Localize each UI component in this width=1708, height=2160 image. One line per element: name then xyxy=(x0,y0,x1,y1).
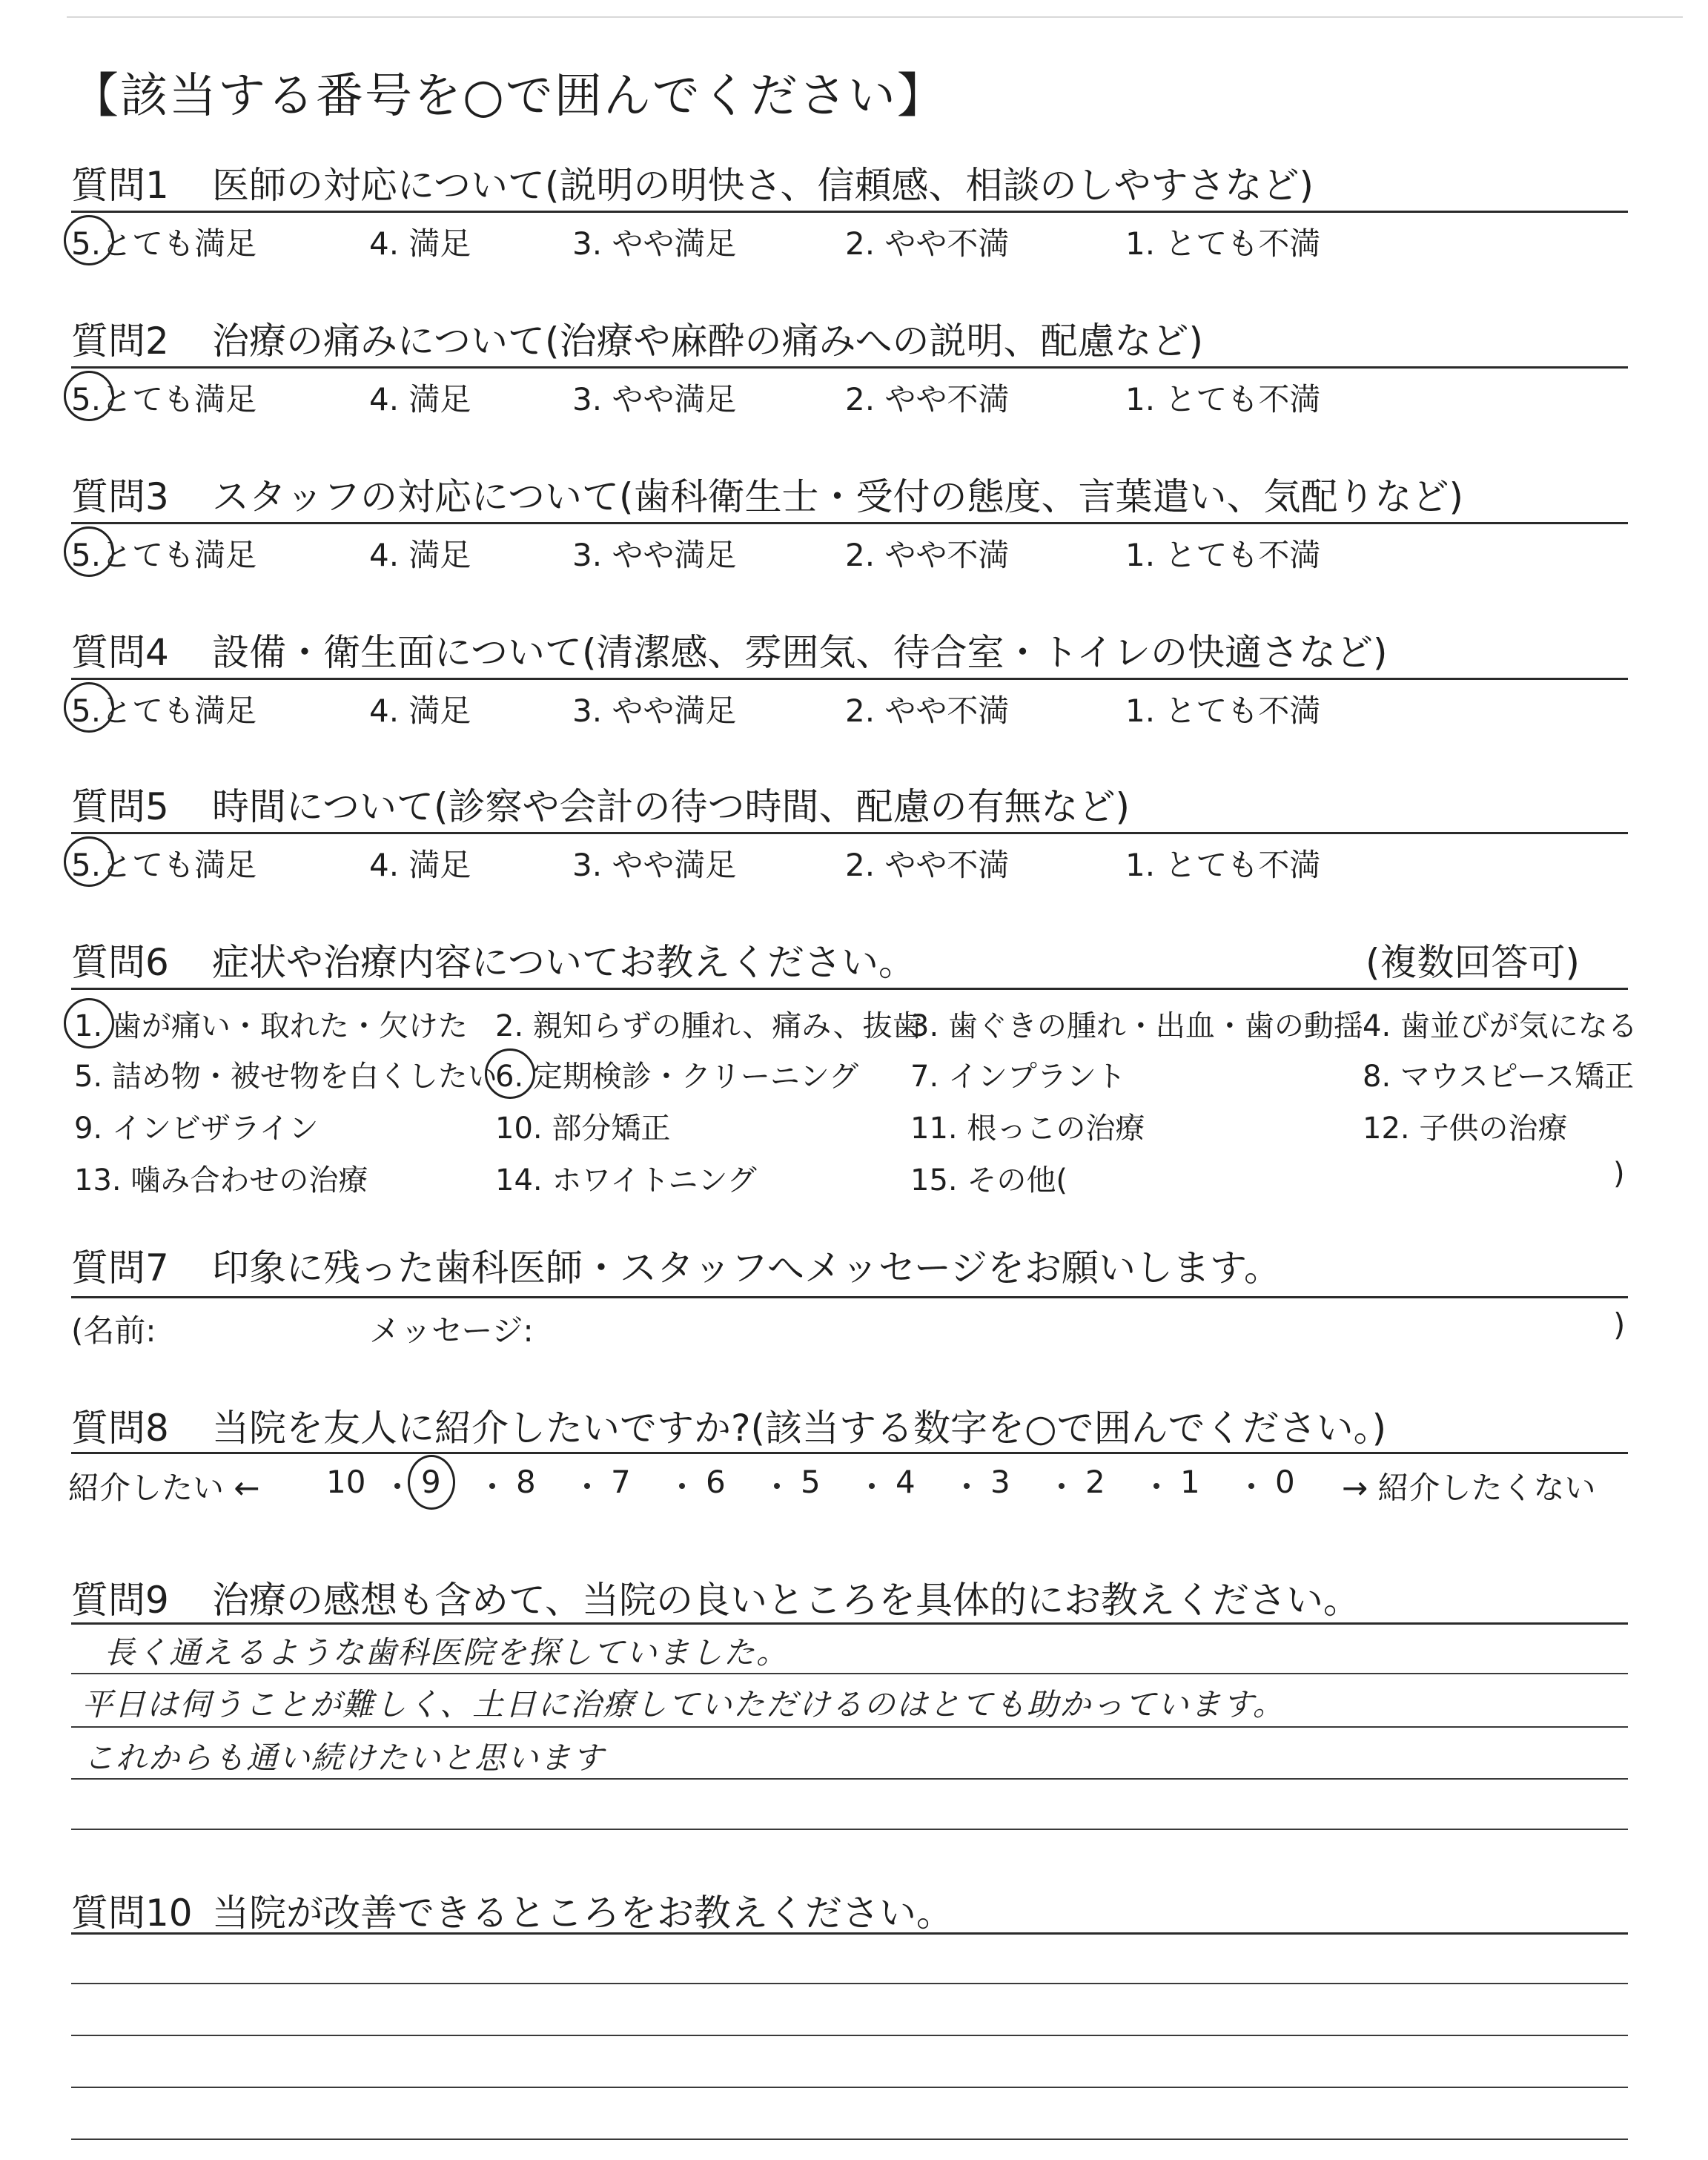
q8-scale-1[interactable]: 1 xyxy=(1180,1464,1200,1500)
q8-scale-9[interactable]: 9 xyxy=(421,1464,441,1500)
scale-separator-dot xyxy=(394,1483,400,1489)
scale-separator-dot xyxy=(489,1483,495,1489)
selected-circle-mark xyxy=(64,371,114,421)
q2-option-5[interactable]: 5.とても満足 xyxy=(71,381,257,417)
q9-answer-line xyxy=(71,1829,1628,1830)
q8-text: 当院を友人に紹介したいですか?(該当する数字を○で囲んでください。) xyxy=(212,1407,1387,1450)
q6-option-5[interactable]: 5. 詰め物・被せ物を白くしたい xyxy=(74,1060,497,1094)
q6-option-7[interactable]: 7. インプラント xyxy=(910,1060,1126,1094)
q9-rule xyxy=(71,1622,1628,1625)
q4-text: 設備・衛生面について(清潔感、雰囲気、待合室・トイレの快適さなど) xyxy=(212,631,1388,674)
q6-option-10[interactable]: 10. 部分矯正 xyxy=(495,1112,671,1146)
q1-option-2[interactable]: 2. やや不満 xyxy=(845,225,1010,262)
q9-answer-2: 平日は伺うことが難しく、土日に治療していただけるのはとても助かっています。 xyxy=(82,1686,1285,1723)
q3-option-4[interactable]: 4. 満足 xyxy=(369,537,471,573)
q8-scale-7[interactable]: 7 xyxy=(611,1464,631,1500)
scale-separator-dot xyxy=(1153,1483,1159,1489)
q4-option-3[interactable]: 3. やや満足 xyxy=(572,693,737,729)
q6-note: (複数回答可) xyxy=(1366,941,1580,984)
q1-text: 医師の対応について(説明の明快さ、信頼感、相談のしやすさなど) xyxy=(212,164,1314,207)
q1-label: 質問1 xyxy=(71,164,169,207)
q10-label: 質問10 xyxy=(71,1892,193,1935)
q9-text: 治療の感想も含めて、当院の良いところを具体的にお教えください。 xyxy=(212,1579,1360,1622)
q8-scale-3[interactable]: 3 xyxy=(990,1464,1010,1500)
q9-answer-1: 長く通えるような歯科医院を探していました。 xyxy=(104,1634,790,1671)
q3-label: 質問3 xyxy=(71,475,169,518)
q4-option-5[interactable]: 5.とても満足 xyxy=(71,693,257,729)
q8-scale-2[interactable]: 2 xyxy=(1085,1464,1105,1500)
selected-circle-mark xyxy=(64,526,114,577)
q8-scale-0[interactable]: 0 xyxy=(1275,1464,1295,1500)
q5-option-2[interactable]: 2. やや不満 xyxy=(845,847,1010,883)
q9-answer-line xyxy=(71,1778,1628,1780)
q3-heading xyxy=(71,467,1463,521)
scale-separator-dot xyxy=(584,1483,590,1489)
q2-label: 質問2 xyxy=(71,320,169,363)
q1-heading xyxy=(71,156,1314,209)
q8-heading xyxy=(71,1398,1386,1452)
q10-answer-line xyxy=(71,2138,1628,2140)
q1-option-4[interactable]: 4. 満足 xyxy=(369,225,471,262)
q7-rule xyxy=(71,1296,1628,1298)
q5-option-3[interactable]: 3. やや満足 xyxy=(572,847,737,883)
q6-option-11[interactable]: 11. 根っこの治療 xyxy=(910,1112,1145,1146)
q9-answer-3: これからも通い続けたいと思います xyxy=(83,1740,606,1776)
q6-option-12[interactable]: 12. 子供の治療 xyxy=(1363,1112,1568,1146)
q1-option-3[interactable]: 3. やや満足 xyxy=(572,225,737,262)
q6-rule xyxy=(71,988,1628,990)
q6-option-15[interactable]: 15. その他( xyxy=(910,1163,1068,1198)
q6-option-4[interactable]: 4. 歯並びが気になる xyxy=(1363,1009,1638,1043)
q2-rule xyxy=(71,366,1628,369)
q6-other-close-paren: ) xyxy=(1613,1157,1625,1191)
q1-rule xyxy=(71,211,1628,213)
q7-label: 質問7 xyxy=(71,1246,169,1289)
q3-option-2[interactable]: 2. やや不満 xyxy=(845,537,1010,573)
q10-text: 当院が改善できるところをお教えください。 xyxy=(212,1892,953,1935)
q5-text: 時間について(診察や会計の待つ時間、配慮の有無など) xyxy=(212,785,1131,828)
q4-option-1[interactable]: 1. とても不満 xyxy=(1125,693,1321,729)
q1-option-1[interactable]: 1. とても不満 xyxy=(1125,225,1321,262)
q6-label: 質問6 xyxy=(71,941,169,984)
q2-option-2[interactable]: 2. やや不満 xyxy=(845,381,1010,417)
q6-option-13[interactable]: 13. 噛み合わせの治療 xyxy=(74,1163,368,1198)
q10-answer-line xyxy=(71,2087,1628,2088)
q8-scale-8[interactable]: 8 xyxy=(516,1464,536,1500)
q6-option-1[interactable]: 1. 歯が痛い・取れた・欠けた xyxy=(74,1009,468,1043)
q4-heading xyxy=(71,623,1388,676)
q5-heading xyxy=(71,777,1130,830)
q8-scale-10[interactable]: 10 xyxy=(326,1464,366,1500)
scale-separator-dot xyxy=(679,1483,685,1489)
q3-text: スタッフの対応について(歯科衛生士・受付の態度、言葉遣い、気配りなど) xyxy=(212,475,1464,518)
q9-answer-line xyxy=(71,1673,1628,1674)
q6-option-6[interactable]: 6. 定期検診・クリーニング xyxy=(495,1060,859,1094)
q2-heading xyxy=(71,311,1203,365)
q10-answer-line xyxy=(71,1983,1628,1984)
q2-option-1[interactable]: 1. とても不満 xyxy=(1125,381,1321,417)
q8-scale-5[interactable]: 5 xyxy=(801,1464,821,1500)
q2-option-4[interactable]: 4. 満足 xyxy=(369,381,471,417)
q8-scale-4[interactable]: 4 xyxy=(896,1464,916,1500)
q5-label: 質問5 xyxy=(71,785,169,828)
q8-left-label: 紹介したい ← xyxy=(68,1470,260,1506)
q7-text: 印象に残った歯科医師・スタッフへメッセージをお願いします。 xyxy=(212,1246,1281,1289)
q2-text: 治療の痛みについて(治療や麻酔の痛みへの説明、配慮など) xyxy=(212,320,1204,363)
selected-circle-mark xyxy=(485,1048,535,1099)
q9-answer-line xyxy=(71,1726,1628,1728)
selected-circle-mark xyxy=(64,215,114,265)
q7-close-paren: ) xyxy=(1613,1307,1626,1343)
scale-separator-dot xyxy=(964,1483,970,1489)
scale-separator-dot xyxy=(869,1483,875,1489)
page-top-border xyxy=(67,16,1683,18)
q5-rule xyxy=(71,832,1628,834)
q3-option-5[interactable]: 5.とても満足 xyxy=(71,537,257,573)
q4-option-4[interactable]: 4. 満足 xyxy=(369,693,471,729)
q6-option-14[interactable]: 14. ホワイトニング xyxy=(495,1163,757,1198)
q7-message-label: メッセージ: xyxy=(369,1312,534,1349)
selected-circle-mark xyxy=(64,682,114,733)
selected-circle-mark xyxy=(64,836,114,887)
q8-scale-6[interactable]: 6 xyxy=(706,1464,726,1500)
q5-option-1[interactable]: 1. とても不満 xyxy=(1125,847,1321,883)
q1-option-5[interactable]: 5.とても満足 xyxy=(71,225,257,262)
q10-rule xyxy=(71,1932,1628,1935)
q7-name-label: (名前: xyxy=(71,1312,156,1349)
q6-heading xyxy=(71,933,916,986)
q6-text: 症状や治療内容についてお教えください。 xyxy=(212,941,916,984)
q4-option-2[interactable]: 2. やや不満 xyxy=(845,693,1010,729)
q7-heading xyxy=(71,1238,1281,1292)
q8-label: 質問8 xyxy=(71,1407,169,1450)
q9-heading xyxy=(71,1571,1360,1624)
scale-separator-dot xyxy=(774,1483,780,1489)
q9-label: 質問9 xyxy=(71,1579,169,1622)
q3-option-1[interactable]: 1. とても不満 xyxy=(1125,537,1321,573)
q4-label: 質問4 xyxy=(71,631,169,674)
q4-rule xyxy=(71,678,1628,680)
q10-heading xyxy=(71,1883,953,1937)
q5-option-4[interactable]: 4. 満足 xyxy=(369,847,471,883)
q6-option-9[interactable]: 9. インビザライン xyxy=(74,1112,319,1146)
q5-option-5[interactable]: 5.とても満足 xyxy=(71,847,257,883)
q3-rule xyxy=(71,522,1628,524)
q8-rule xyxy=(71,1452,1628,1454)
scale-separator-dot xyxy=(1059,1483,1065,1489)
q6-option-2[interactable]: 2. 親知らずの腫れ、痛み、抜歯 xyxy=(495,1009,922,1043)
q3-option-3[interactable]: 3. やや満足 xyxy=(572,537,737,573)
q6-option-3[interactable]: 3. 歯ぐきの腫れ・出血・歯の動揺 xyxy=(910,1009,1363,1043)
selected-circle-mark xyxy=(64,998,114,1048)
q6-option-8[interactable]: 8. マウスピース矯正 xyxy=(1363,1060,1635,1094)
scale-separator-dot xyxy=(1248,1483,1254,1489)
q8-right-label: → 紹介したくない xyxy=(1342,1470,1596,1506)
selected-circle-mark xyxy=(408,1455,455,1510)
q10-answer-line xyxy=(71,2035,1628,2036)
q2-option-3[interactable]: 3. やや満足 xyxy=(572,381,737,417)
form-title: 【該当する番号を○で囲んでください】 xyxy=(71,69,946,124)
